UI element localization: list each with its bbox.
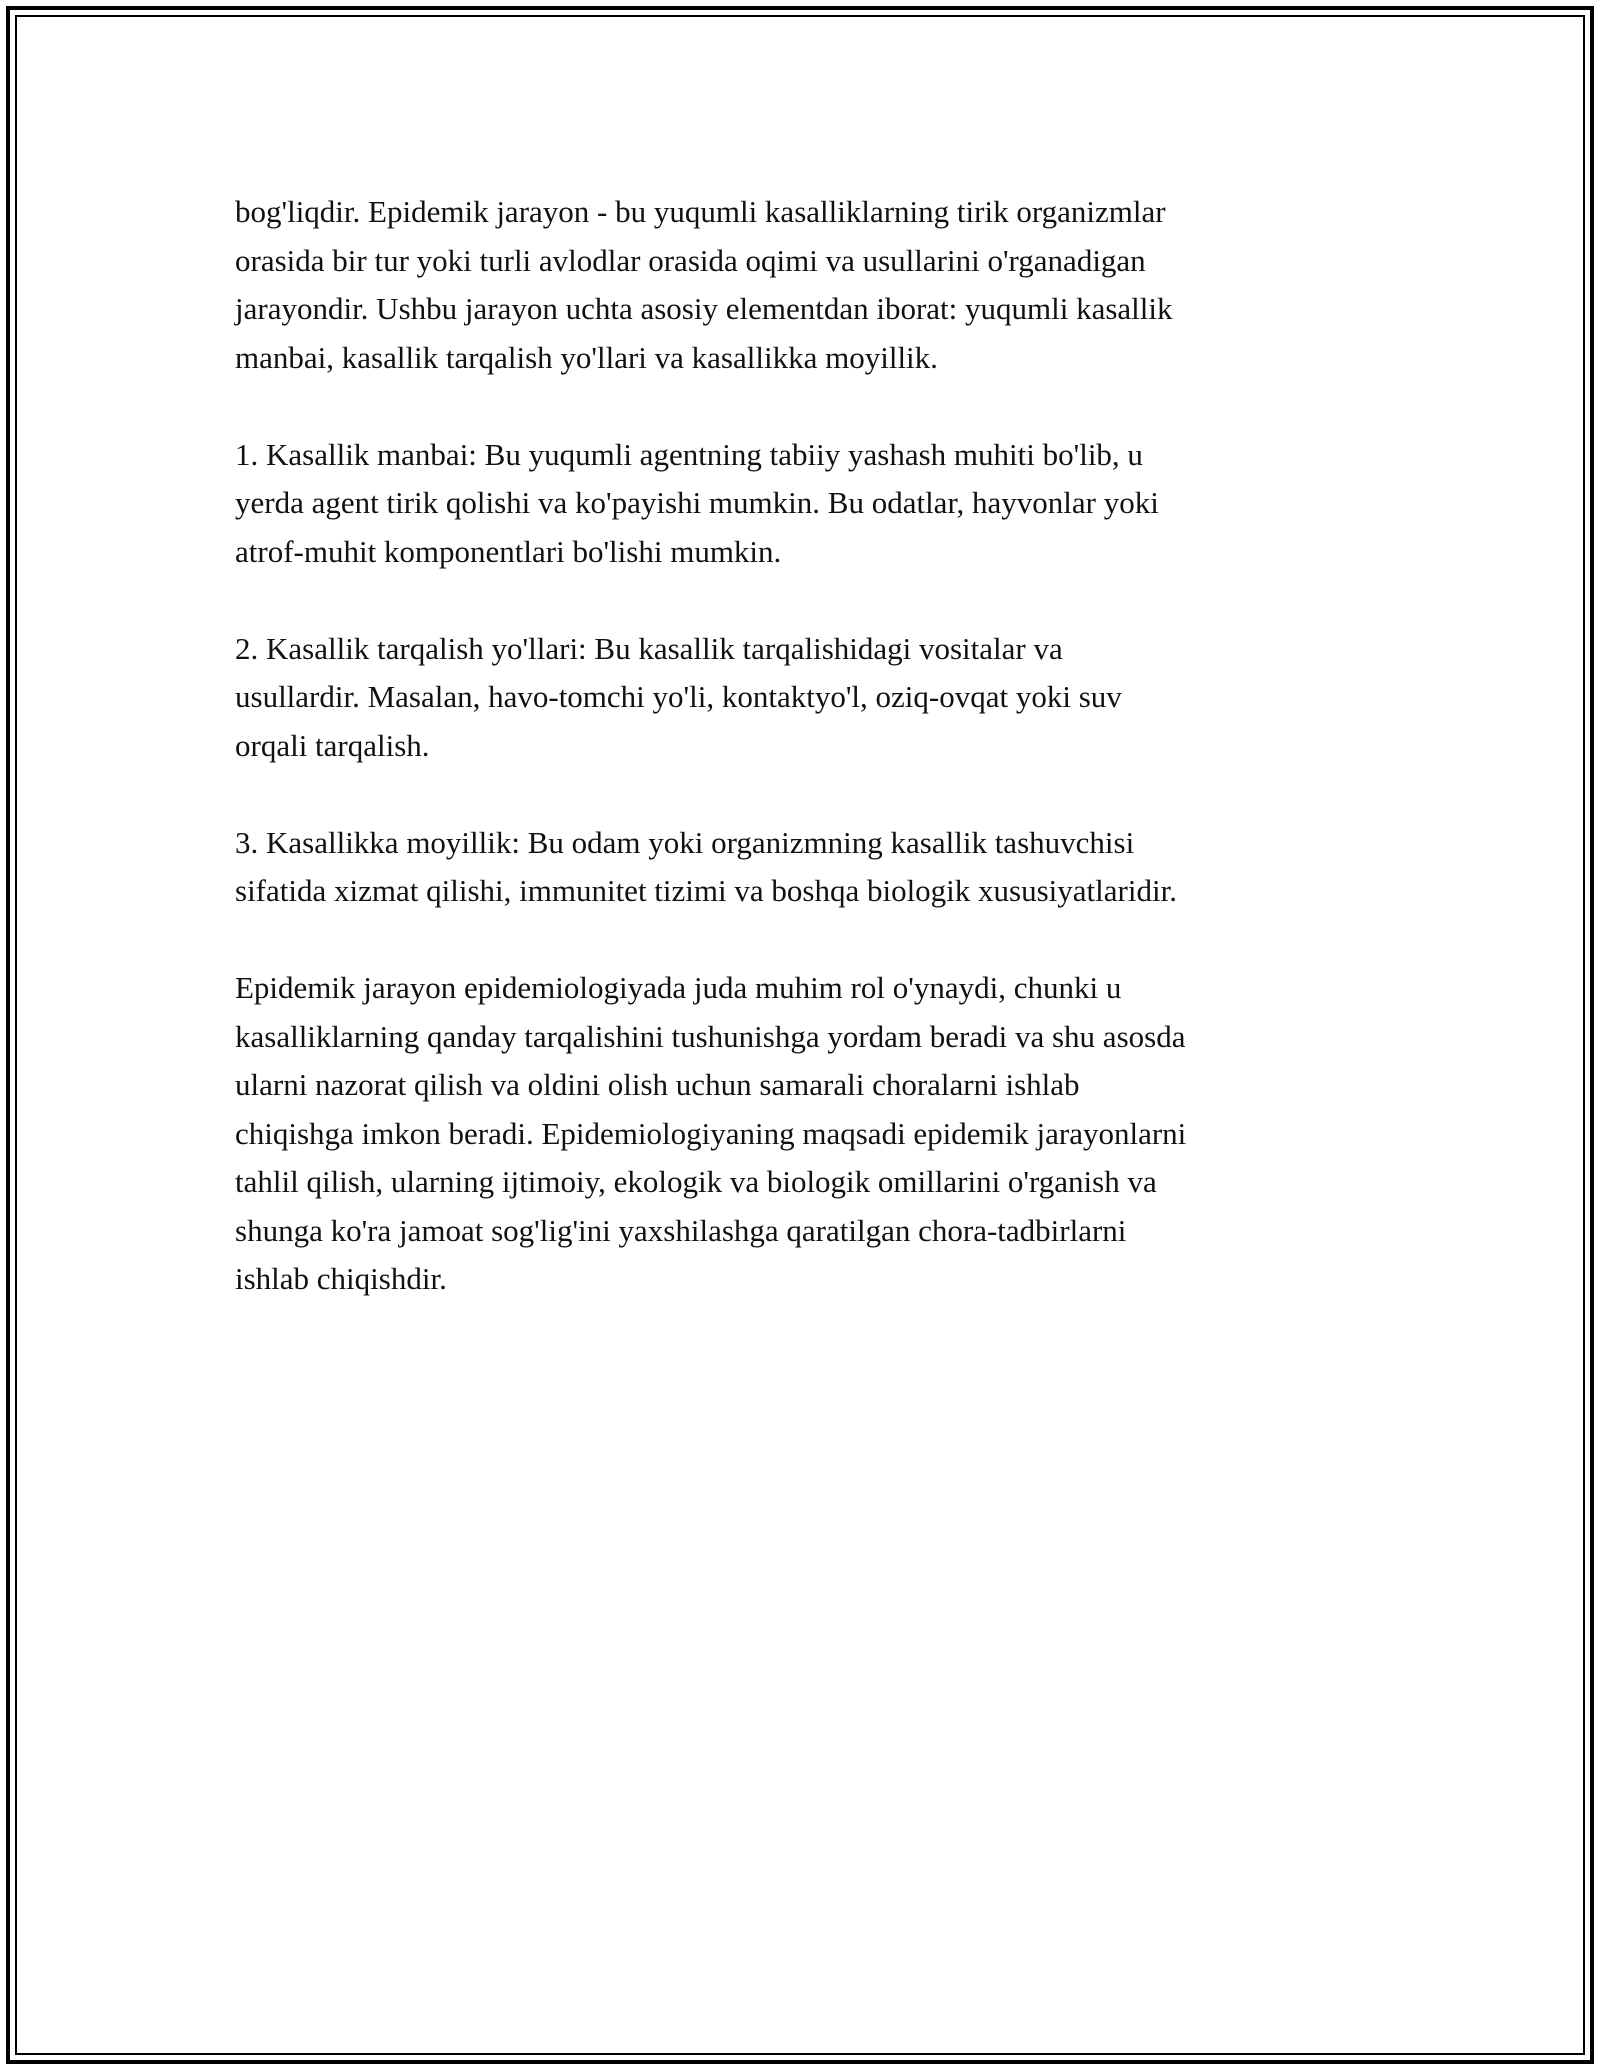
- paragraph-intro: bog'liqdir. Epidemik jarayon - bu yuqumli kasalliklarning tirik organizmlar orasida bir tur yoki turli avlodlar orasida oqimi va usullarini o'rganadigan jarayondir. Ushbu jarayon uchta asosiy elementdan iborat: yuqumli kasallik manbai, kasallik tarqalish yo'llari va kasallikka moyillik.: [235, 194, 1173, 375]
- paragraph-conclusion: Epidemik jarayon epidemiologiyada juda muhim rol o'ynaydi, chunki u kasalliklarning qanday tarqalishini tushunishga yordam beradi va shu asosda ularni nazorat qilish va oldini olish uchun samarali choralarni ishlab chiqishga imkon beradi. Epidemiologiyaning maqsadi epidemik jarayonlarni tahlil qilish, ularning ijtimoiy, ekologik va biologik omillarini o'rganish va shunga ko'ra jamoat sog'lig'ini yaxshilashga qaratilgan chora-tadbirlarni ishlab chiqishdir.: [235, 970, 1187, 1296]
- paragraph-transmission-routes: 2. Kasallik tarqalish yo'llari: Bu kasallik tarqalishidagi vositalar va usullardir. Masalan, havo-tomchi yo'li, kontaktyo'l, oziq-ovqat yoki suv orqali tarqalish.: [235, 630, 1122, 763]
- paragraph-disease-source: 1. Kasallik manbai: Bu yuqumli agentning tabiiy yashash muhiti bo'lib, u yerda agent tirik qolishi va ko'payishi mumkin. Bu odatlar, hayvonlar yoki atrof-muhit komponentlari bo'lishi mumkin.: [235, 436, 1159, 569]
- document-body: [235, 188, 1375, 1304]
- paragraph-susceptibility: 3. Kasallikka moyillik: Bu odam yoki organizmning kasallik tashuvchisi sifatida xizmat qilishi, immunitet tizimi va boshqa biologik xususiyatlaridir.: [235, 824, 1177, 908]
